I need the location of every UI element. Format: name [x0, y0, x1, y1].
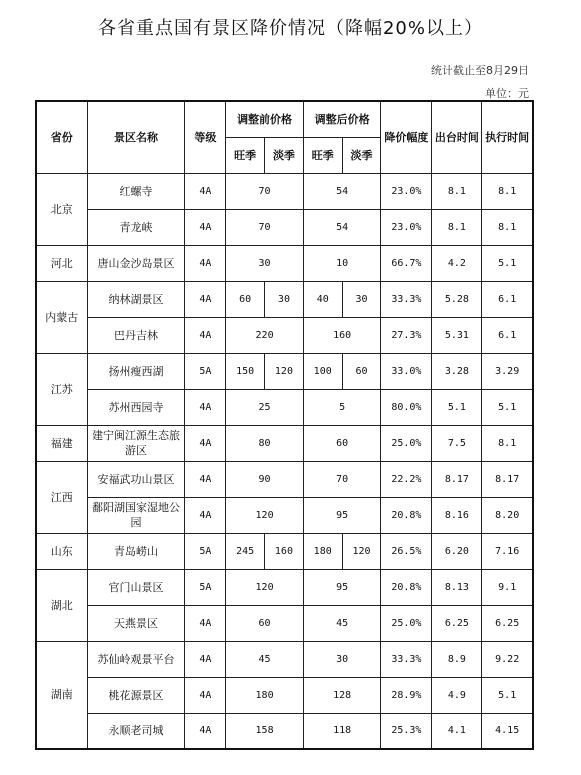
execute-date-cell: 6.1: [482, 317, 533, 353]
scenic-name-cell: 天燕景区: [87, 605, 185, 641]
release-date-cell: 5.31: [432, 317, 482, 353]
release-date-cell: 6.25: [432, 605, 482, 641]
grade-cell: 5A: [185, 569, 226, 605]
table-row: [36, 425, 533, 461]
drop-rate-cell: 25.3%: [381, 713, 432, 749]
price-after-cell: 45: [303, 605, 381, 641]
table-row: [36, 569, 533, 605]
release-date-cell: 4.1: [432, 713, 482, 749]
price-before-peak-cell: 245: [226, 533, 265, 569]
scenic-name-cell: 苏州西园寺: [87, 389, 185, 425]
table-row: [36, 209, 533, 245]
price-before-cell: 120: [226, 569, 304, 605]
price-before-peak-cell: 150: [226, 353, 265, 389]
header-price-before: 调整前价格: [226, 101, 304, 137]
price-before-cell: 70: [226, 209, 304, 245]
execute-date-cell: 4.15: [482, 713, 533, 749]
price-after-off-cell: 120: [342, 533, 381, 569]
drop-rate-cell: 25.0%: [381, 425, 432, 461]
release-date-cell: 8.13: [432, 569, 482, 605]
grade-cell: 4A: [185, 713, 226, 749]
header-grade: 等级: [185, 101, 226, 173]
release-date-cell: 8.1: [432, 173, 482, 209]
header-price-after: 调整后价格: [303, 101, 381, 137]
table-body: [36, 101, 533, 749]
unit-note: 单位：元: [485, 87, 529, 100]
scenic-name-cell: 巴丹吉林: [87, 317, 185, 353]
execute-date-cell: 5.1: [482, 245, 533, 281]
scenic-name-cell: 青龙峡: [87, 209, 185, 245]
execute-date-cell: 7.16: [482, 533, 533, 569]
header-province: 省份: [36, 101, 87, 173]
price-table: [35, 100, 534, 750]
grade-cell: 4A: [185, 425, 226, 461]
price-before-cell: 180: [226, 677, 304, 713]
header-row-1: [36, 101, 533, 137]
table-row: [36, 353, 533, 389]
table-row: [36, 389, 533, 425]
drop-rate-cell: 23.0%: [381, 173, 432, 209]
execute-date-cell: 9.1: [482, 569, 533, 605]
province-cell: 湖北: [36, 569, 87, 641]
grade-cell: 4A: [185, 173, 226, 209]
price-before-cell: 120: [226, 497, 304, 533]
drop-rate-cell: 23.0%: [381, 209, 432, 245]
execute-date-cell: 3.29: [482, 353, 533, 389]
price-before-cell: 45: [226, 641, 304, 677]
grade-cell: 4A: [185, 641, 226, 677]
price-before-cell: 220: [226, 317, 304, 353]
release-date-cell: 8.9: [432, 641, 482, 677]
price-before-off-cell: 120: [265, 353, 304, 389]
price-after-cell: 5: [303, 389, 381, 425]
header-release-date: 出台时间: [432, 101, 482, 173]
price-after-cell: 54: [303, 173, 381, 209]
table-row: [36, 245, 533, 281]
price-before-cell: 25: [226, 389, 304, 425]
release-date-cell: 8.17: [432, 461, 482, 497]
table-row: [36, 461, 533, 497]
price-after-cell: 30: [303, 641, 381, 677]
province-cell: 江西: [36, 461, 87, 533]
execute-date-cell: 8.20: [482, 497, 533, 533]
drop-rate-cell: 20.8%: [381, 497, 432, 533]
province-cell: 福建: [36, 425, 87, 461]
release-date-cell: 5.28: [432, 281, 482, 317]
province-cell: 河北: [36, 245, 87, 281]
province-cell: 北京: [36, 173, 87, 245]
scenic-name-cell: 纳林湖景区: [87, 281, 185, 317]
execute-date-cell: 6.1: [482, 281, 533, 317]
grade-cell: 4A: [185, 605, 226, 641]
release-date-cell: 3.28: [432, 353, 482, 389]
grade-cell: 4A: [185, 677, 226, 713]
execute-date-cell: 5.1: [482, 389, 533, 425]
price-after-cell: 128: [303, 677, 381, 713]
release-date-cell: 5.1: [432, 389, 482, 425]
execute-date-cell: 8.1: [482, 173, 533, 209]
execute-date-cell: 8.1: [482, 425, 533, 461]
drop-rate-cell: 27.3%: [381, 317, 432, 353]
price-after-cell: 95: [303, 569, 381, 605]
scenic-name-cell: 苏仙岭观景平台: [87, 641, 185, 677]
drop-rate-cell: 80.0%: [381, 389, 432, 425]
stat-date-note: 统计截止至8月29日: [431, 64, 529, 77]
grade-cell: 4A: [185, 209, 226, 245]
drop-rate-cell: 33.3%: [381, 641, 432, 677]
drop-rate-cell: 33.3%: [381, 281, 432, 317]
grade-cell: 4A: [185, 461, 226, 497]
scenic-name-cell: 扬州瘦西湖: [87, 353, 185, 389]
drop-rate-cell: 26.5%: [381, 533, 432, 569]
grade-cell: 4A: [185, 281, 226, 317]
grade-cell: 4A: [185, 389, 226, 425]
scenic-name-cell: 红螺寺: [87, 173, 185, 209]
page-title: 各省重点国有景区降价情况（降幅20%以上）: [97, 18, 483, 39]
price-after-cell: 10: [303, 245, 381, 281]
price-after-cell: 60: [303, 425, 381, 461]
table-row: [36, 677, 533, 713]
release-date-cell: 6.20: [432, 533, 482, 569]
release-date-cell: 7.5: [432, 425, 482, 461]
table-row: [36, 497, 533, 533]
scenic-name-cell: 唐山金沙岛景区: [87, 245, 185, 281]
price-before-cell: 80: [226, 425, 304, 461]
scenic-name-cell: 建宁闽江源生态旅游区: [87, 425, 185, 461]
price-after-cell: 54: [303, 209, 381, 245]
drop-rate-cell: 66.7%: [381, 245, 432, 281]
release-date-cell: 8.1: [432, 209, 482, 245]
drop-rate-cell: 22.2%: [381, 461, 432, 497]
price-after-cell: 118: [303, 713, 381, 749]
scenic-name-cell: 永顺老司城: [87, 713, 185, 749]
price-after-peak-cell: 100: [303, 353, 342, 389]
grade-cell: 5A: [185, 533, 226, 569]
price-before-cell: 30: [226, 245, 304, 281]
execute-date-cell: 9.22: [482, 641, 533, 677]
price-before-peak-cell: 60: [226, 281, 265, 317]
price-after-off-cell: 30: [342, 281, 381, 317]
price-before-cell: 70: [226, 173, 304, 209]
grade-cell: 4A: [185, 317, 226, 353]
execute-date-cell: 8.17: [482, 461, 533, 497]
header-drop-rate: 降价幅度: [381, 101, 432, 173]
release-date-cell: 8.16: [432, 497, 482, 533]
header-after-off: 淡季: [342, 137, 381, 173]
price-after-cell: 160: [303, 317, 381, 353]
execute-date-cell: 8.1: [482, 209, 533, 245]
table-row: [36, 173, 533, 209]
scenic-name-cell: 青岛崂山: [87, 533, 185, 569]
price-before-cell: 60: [226, 605, 304, 641]
grade-cell: 4A: [185, 497, 226, 533]
scenic-name-cell: 鄱阳湖国家湿地公园: [87, 497, 185, 533]
drop-rate-cell: 25.0%: [381, 605, 432, 641]
drop-rate-cell: 28.9%: [381, 677, 432, 713]
header-before-peak: 旺季: [226, 137, 265, 173]
scenic-name-cell: 安福武功山景区: [87, 461, 185, 497]
price-after-cell: 70: [303, 461, 381, 497]
province-cell: 江苏: [36, 353, 87, 425]
price-after-peak-cell: 180: [303, 533, 342, 569]
price-before-cell: 158: [226, 713, 304, 749]
scenic-name-cell: 桃花源景区: [87, 677, 185, 713]
drop-rate-cell: 33.0%: [381, 353, 432, 389]
price-after-cell: 95: [303, 497, 381, 533]
release-date-cell: 4.2: [432, 245, 482, 281]
execute-date-cell: 5.1: [482, 677, 533, 713]
header-after-peak: 旺季: [303, 137, 342, 173]
release-date-cell: 4.9: [432, 677, 482, 713]
table-row: [36, 533, 533, 569]
province-cell: 山东: [36, 533, 87, 569]
drop-rate-cell: 20.8%: [381, 569, 432, 605]
price-before-cell: 90: [226, 461, 304, 497]
province-cell: 湖南: [36, 641, 87, 749]
price-after-peak-cell: 40: [303, 281, 342, 317]
price-before-off-cell: 160: [265, 533, 304, 569]
grade-cell: 4A: [185, 245, 226, 281]
table-row: [36, 317, 533, 353]
scenic-name-cell: 官门山景区: [87, 569, 185, 605]
header-before-off: 淡季: [265, 137, 304, 173]
table-row: [36, 281, 533, 317]
grade-cell: 5A: [185, 353, 226, 389]
price-before-off-cell: 30: [265, 281, 304, 317]
table-row: [36, 605, 533, 641]
province-cell: 内蒙古: [36, 281, 87, 353]
table-row: [36, 713, 533, 749]
table-row: [36, 641, 533, 677]
price-after-off-cell: 60: [342, 353, 381, 389]
header-execute-date: 执行时间: [482, 101, 533, 173]
execute-date-cell: 6.25: [482, 605, 533, 641]
header-scenic-name: 景区名称: [87, 101, 185, 173]
